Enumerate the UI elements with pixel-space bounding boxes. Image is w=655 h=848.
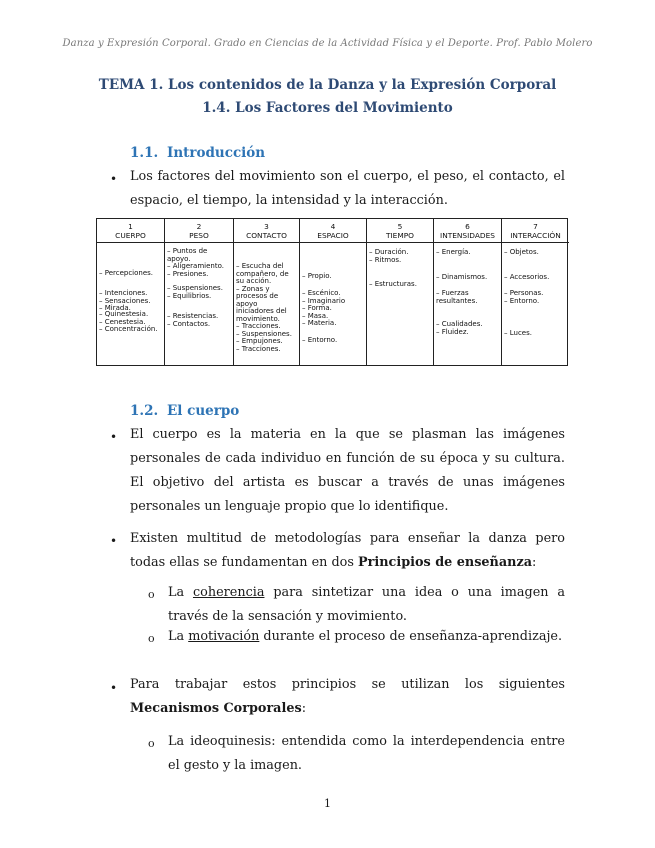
column-number: 4 (330, 222, 336, 231)
mecanismos-text: Para trabajar estos principios se utilizan los siguientes (130, 677, 565, 692)
table-cell: – Puntos de apoyo. – Aligeramiento. – Presiones. (167, 247, 224, 278)
table-cell: – Fuerzas resultantes. (436, 289, 478, 305)
movement-factors-table (96, 218, 568, 366)
metodologias-paragraph (130, 527, 565, 575)
column-number: 2 (196, 222, 202, 231)
page-number: 1 (324, 797, 331, 810)
sub-bullet-icon: o (148, 737, 155, 750)
table-cell: – Energía. (436, 248, 471, 256)
principio-coherencia (168, 581, 565, 629)
column-number: 5 (397, 222, 403, 231)
principios-bold: Principios de enseñanza (358, 555, 533, 570)
section-heading-introduccion (130, 145, 265, 161)
table-column (97, 219, 165, 365)
column-name: INTERACCIÓN (510, 231, 561, 240)
table-cell: – Intenciones. – Sensaciones. – Mirada. (99, 289, 151, 312)
column-number: 1 (128, 222, 133, 231)
table-column (234, 219, 300, 365)
coherencia-term: coherencia (192, 585, 265, 600)
table-column-header (434, 219, 501, 243)
table-column (367, 219, 434, 365)
document-subtitle: 1.4. Los Factores del Movimiento (202, 100, 453, 116)
table-cell: – Accesorios. (504, 273, 550, 281)
table-cell: – Propio. (302, 272, 332, 280)
table-cell: – Entorno. (302, 336, 338, 344)
table-column-header (165, 219, 233, 243)
document-title: TEMA 1. Los contenidos de la Danza y la Expresión Corporal (98, 77, 557, 93)
section-label: Introducción (167, 145, 266, 161)
running-header: Danza y Expresión Corporal. Grado en Ciencias de la Actividad Física y el Deporte. Prof. Pablo Molero (62, 38, 593, 49)
table-cell: – Dinamismos. (436, 273, 488, 281)
table-cell: – Escénico. – Imaginario – Forma. – Masa. – Materia. (302, 289, 346, 327)
column-number: 6 (465, 222, 470, 231)
bullet-icon: • (110, 172, 118, 186)
table-column (165, 219, 234, 365)
table-column (434, 219, 502, 365)
table-cell: – Suspensiones. – Equilibrios. (167, 284, 223, 300)
intro-paragraph: Los factores del movimiento son el cuerpo, el peso, el contacto, el espacio, el tiempo, la intensidad y la interacción. (130, 169, 565, 208)
table-column-header (234, 219, 299, 243)
table-cell: – Objetos. (504, 248, 539, 256)
table-column (300, 219, 367, 365)
section-heading-el-cuerpo (130, 403, 239, 419)
section-number: 1.1. (130, 145, 159, 161)
principio-rest: durante el proceso de enseñanza-aprendizaje. (259, 629, 563, 644)
mecanismos-paragraph (130, 673, 565, 721)
principio-motivacion (168, 625, 565, 649)
bullet-icon: • (110, 681, 118, 695)
table-cell: – Quinestesia. – Cenestesia. – Concentración. (99, 310, 158, 333)
table-column (502, 219, 569, 365)
column-name: CONTACTO (246, 231, 287, 240)
column-name: ESPACIO (317, 231, 349, 240)
table-column-header (300, 219, 366, 243)
table-column-header (97, 219, 164, 243)
cuerpo-paragraph: El cuerpo es la materia en la que se plasman las imágenes personales de cada individuo en función de su época y su cultura. El objetivo del artista es buscar a través de unas imágenes personales un lenguaje propio que lo identifique. (130, 427, 565, 514)
metodologias-text: Existen multitud de metodologías para enseñar la danza pero todas ellas se fundamentan en dos (130, 531, 565, 570)
table-column-header (502, 219, 569, 243)
table-cell: – Resistencias. – Contactos. (167, 312, 219, 328)
table-cell: – Escucha del compañero, de su acción. – Zonas y procesos de apoyo iniciadores del movimiento. – Tracciones. – Suspensiones. – Empujones. – Tracciones. (236, 262, 292, 353)
table-column-header (367, 219, 433, 243)
principio-rest: para sintetizar una idea o una imagen a través de la sensación y movimiento. (168, 585, 565, 624)
column-number: 7 (533, 222, 538, 231)
table-cell: – Duración. – Ritmos. (369, 248, 409, 264)
column-name: CUERPO (115, 231, 146, 240)
column-name: PESO (189, 231, 209, 240)
table-cell: – Estructuras. (369, 280, 417, 288)
bullet-icon: • (110, 430, 118, 444)
sub-bullet-icon: o (148, 632, 155, 645)
motivacion-term: motivación (188, 629, 260, 644)
section-label: El cuerpo (167, 403, 240, 419)
colon: : (532, 555, 537, 570)
ideoquinesis-paragraph: La ideoquinesis: entendida como la interdependencia entre el gesto y la imagen. (168, 734, 565, 773)
table-cell: – Personas. – Entorno. (504, 289, 544, 305)
mecanismos-bold: Mecanismos Corporales (130, 701, 302, 716)
principio-prefix: La (168, 629, 189, 644)
table-cell: – Luces. (504, 329, 532, 337)
table-cell: – Cualidades. – Fluidez. (436, 320, 483, 336)
sub-bullet-icon: o (148, 588, 155, 601)
table-cell: – Percepciones. (99, 269, 154, 277)
column-name: TIEMPO (385, 231, 414, 240)
section-number: 1.2. (130, 403, 159, 419)
colon: : (301, 701, 306, 716)
principio-prefix: La (168, 585, 193, 600)
column-name: INTENSIDADES (440, 231, 495, 240)
bullet-icon: • (110, 534, 118, 548)
column-number: 3 (264, 222, 269, 231)
